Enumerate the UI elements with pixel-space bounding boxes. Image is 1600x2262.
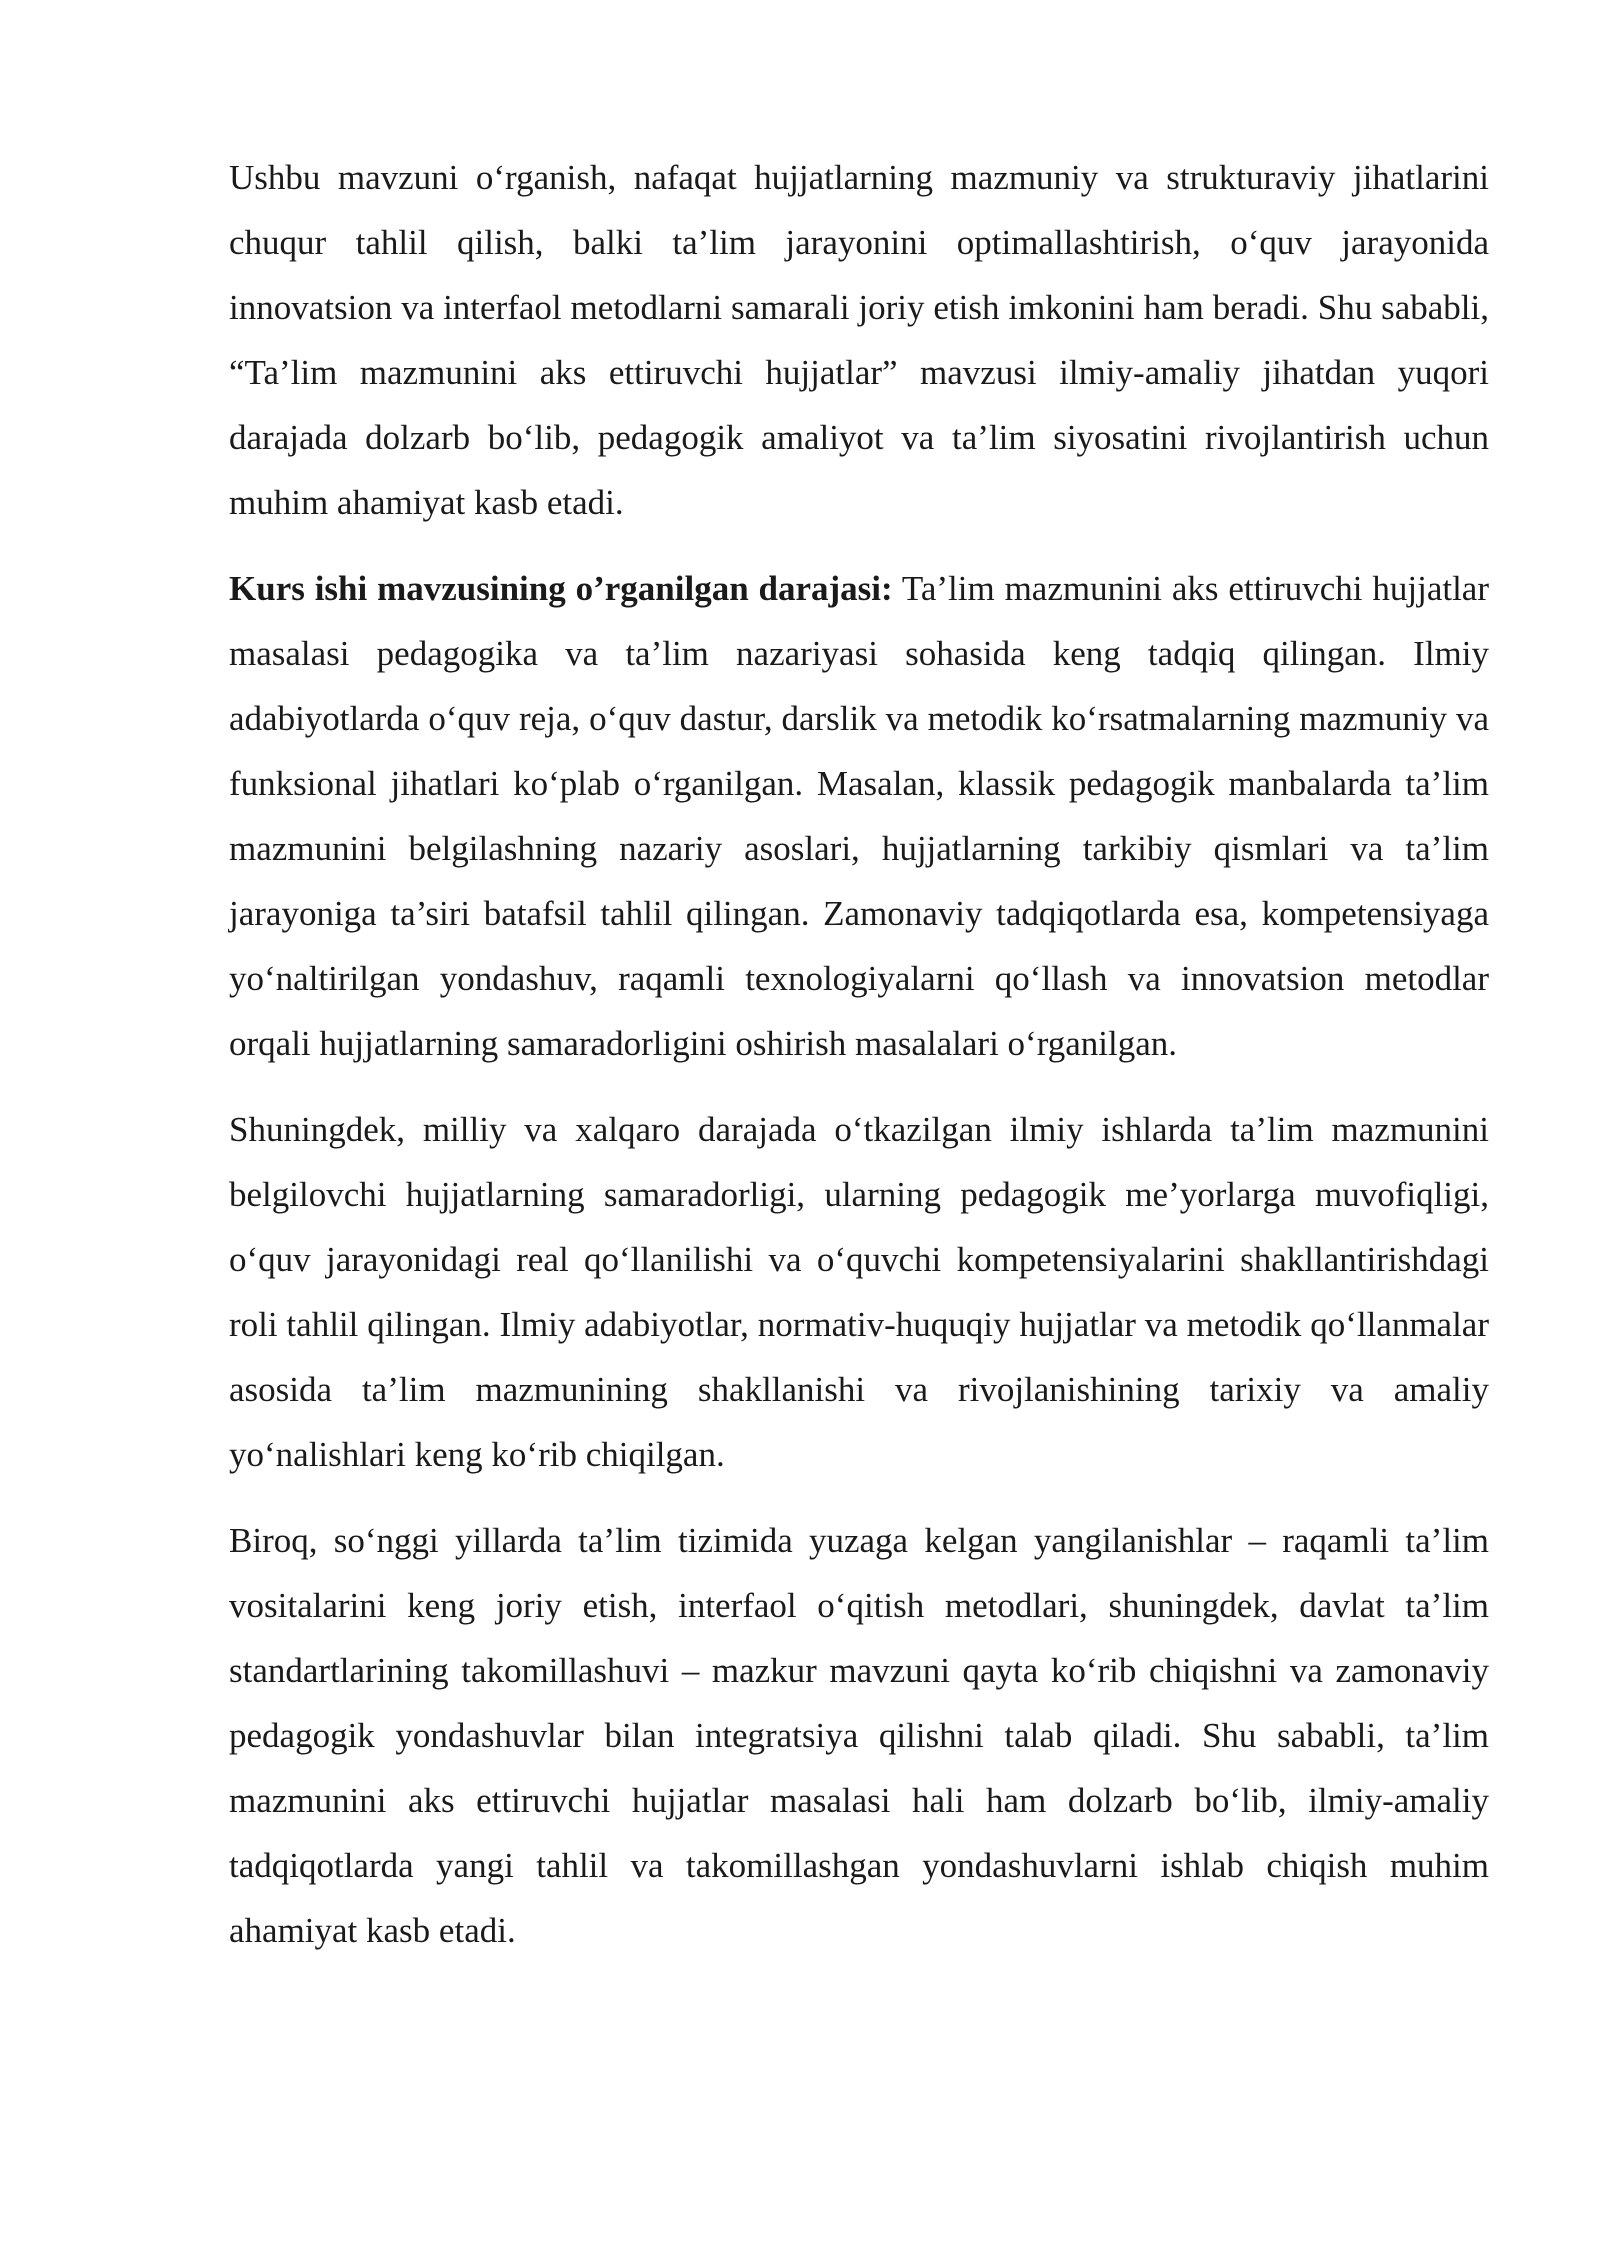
- paragraph-3-text: Shuningdek, milliy va xalqaro darajada o‘tkazilgan ilmiy ishlarda ta’lim mazmunini belgilovchi hujjatlarning samaradorligi, ularning pedagogik me’yorlarga muvofiqligi, o‘quv jarayonidagi real qo‘llanilishi va o‘quvchi kompetensiyalarini shakllantirishdagi roli tahlil qilingan. Ilmiy adabiyotlar, normativ-huquqiy hujjatlar va metodik qo‘llanmalar asosida ta’lim mazmunining shakllanishi va rivojlanishining tarixiy va amaliy yo‘nalishlari keng ko‘rib chiqilgan.: [229, 1110, 1489, 1474]
- paragraph-4-text: Biroq, so‘nggi yillarda ta’lim tizimida yuzaga kelgan yangilanishlar – raqamli ta’lim vositalarini keng joriy etish, interfaol o‘qitish metodlari, shuningdek, davlat ta’lim standartlarining takomillashuvi – mazkur mavzuni qayta ko‘rib chiqishni va zamonaviy pedagogik yondashuvlar bilan integratsiya qilishni talab qiladi. Shu sababli, ta’lim mazmunini aks ettiruvchi hujjatlar masalasi hali ham dolzarb bo‘lib, ilmiy-amaliy tadqiqotlarda yangi tahlil va takomillashgan yondashuvlarni ishlab chiqish muhim ahamiyat kasb etadi.: [229, 1521, 1489, 1950]
- paragraph-2: [229, 556, 1489, 1076]
- paragraph-1: [229, 145, 1489, 535]
- document-page: [229, 145, 1489, 1984]
- paragraph-4: [229, 1508, 1489, 1963]
- paragraph-1-text: Ushbu mavzuni o‘rganish, nafaqat hujjatlarning mazmuniy va strukturaviy jihatlarini chuqur tahlil qilish, balki ta’lim jarayonini optimallashtirish, o‘quv jarayonida innovatsion va interfaol metodlarni samarali joriy etish imkonini ham beradi. Shu sababli, “Ta’lim mazmunini aks ettiruvchi hujjatlar” mavzusi ilmiy-amaliy jihatdan yuqori darajada dolzarb bo‘lib, pedagogik amaliyot va ta’lim siyosatini rivojlantirish uchun muhim ahamiyat kasb etadi.: [229, 158, 1489, 522]
- paragraph-3: [229, 1097, 1489, 1487]
- paragraph-2-heading: Kurs ishi mavzusining o’rganilgan darajasi:: [229, 569, 893, 608]
- paragraph-2-text: Ta’lim mazmunini aks ettiruvchi hujjatlar masalasi pedagogika va ta’lim nazariyasi sohasida keng tadqiq qilingan. Ilmiy adabiyotlarda o‘quv reja, o‘quv dastur, darslik va metodik ko‘rsatmalarning mazmuniy va funksional jihatlari ko‘plab o‘rganilgan. Masalan, klassik pedagogik manbalarda ta’lim mazmunini belgilashning nazariy asoslari, hujjatlarning tarkibiy qismlari va ta’lim jarayoniga ta’siri batafsil tahlil qilingan. Zamonaviy tadqiqotlarda esa, kompetensiyaga yo‘naltirilgan yondashuv, raqamli texnologiyalarni qo‘llash va innovatsion metodlar orqali hujjatlarning samaradorligini oshirish masalalari o‘rganilgan.: [229, 569, 1489, 1063]
